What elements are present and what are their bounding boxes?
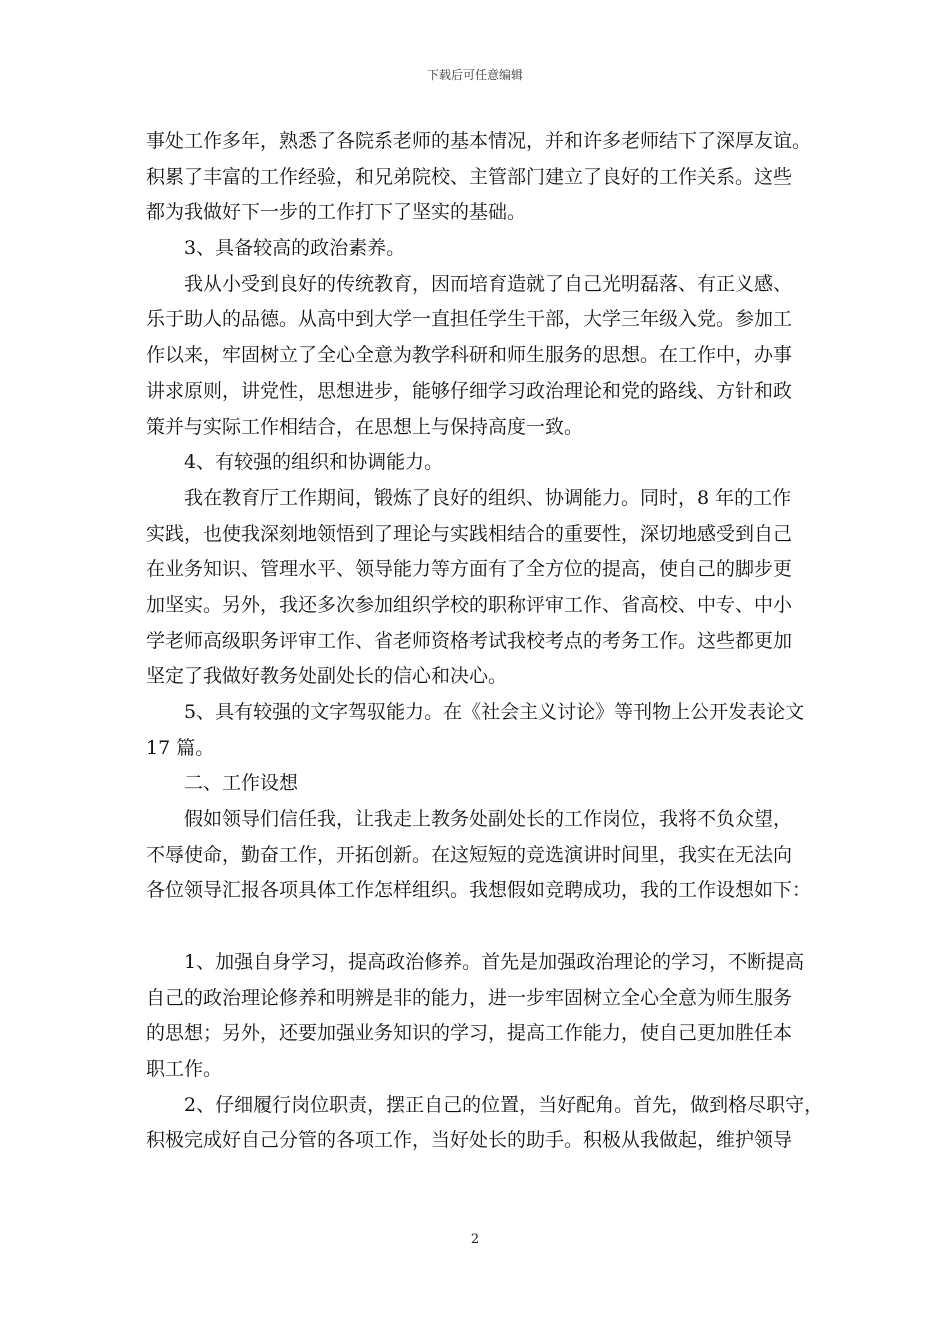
text-line: 讲求原则，讲党性，思想进步，能够仔细学习政治理论和党的路线、方针和政 bbox=[146, 379, 793, 402]
text-line: 作以来，牢固树立了全心全意为教学科研和师生服务的思想。在工作中，办事 bbox=[146, 344, 793, 367]
paragraph bbox=[146, 945, 816, 1088]
page-number: 2 bbox=[470, 1232, 480, 1247]
text-line: 学老师高级职务评审工作、省老师资格考试我校考点的考务工作。这些都更加 bbox=[146, 629, 793, 652]
page-header: 下载后可任意编辑 bbox=[426, 68, 523, 82]
section-heading bbox=[146, 766, 816, 802]
text-line: 我从小受到良好的传统教育，因而培育造就了自己光明磊落、有正义感、 bbox=[184, 272, 793, 295]
heading-line: 4、有较强的组织和协调能力。 bbox=[184, 451, 444, 474]
text-line: 在业务知识、管理水平、领导能力等方面有了全方位的提高，使自己的脚步更 bbox=[146, 558, 793, 581]
paragraph bbox=[146, 124, 816, 231]
text-line: 的思想；另外，还要加强业务知识的学习，提高工作能力，使自己更加胜任本 bbox=[146, 1022, 793, 1045]
text-line: 17 篇。 bbox=[146, 736, 215, 759]
heading-line: 二、工作设想 bbox=[184, 772, 299, 795]
text-line: 乐于助人的品德。从高中到大学一直担任学生干部，大学三年级入党。参加工 bbox=[146, 308, 793, 331]
paragraph bbox=[146, 1088, 824, 1159]
paragraph bbox=[146, 481, 816, 695]
text-line: 2、仔细履行岗位职责，摆正自己的位置，当好配角。首先，做到格尽职守， bbox=[184, 1093, 824, 1116]
text-line: 坚定了我做好教务处副处长的信心和决心。 bbox=[146, 665, 508, 688]
text-line: 自己的政治理论修养和明辨是非的能力，进一步牢固树立全心全意为师生服务 bbox=[146, 986, 793, 1009]
text-line: 积极完成好自己分管的各项工作，当好处长的助手。积极从我做起，维护领导 bbox=[146, 1129, 793, 1152]
text-line: 5、具有较强的文字驾驭能力。在《社会主义讨论》等刊物上公开发表论文 bbox=[184, 701, 805, 723]
paragraph bbox=[146, 695, 816, 766]
document-body bbox=[146, 124, 824, 1159]
text-line: 事处工作多年，熟悉了各院系老师的基本情况，并和许多老师结下了深厚友谊。 bbox=[146, 130, 812, 152]
text-line: 积累了丰富的工作经验，和兄弟院校、主管部门建立了良好的工作关系。这些 bbox=[146, 165, 793, 188]
text-line: 我在教育厅工作期间，锻炼了良好的组织、协调能力。同时，8 年的工作 bbox=[184, 486, 792, 509]
text-line: 实践，也使我深刻地领悟到了理论与实践相结合的重要性，深切地感受到自己 bbox=[146, 522, 793, 545]
text-line: 加坚实。另外，我还多次参加组织学校的职称评审工作、省高校、中专、中小 bbox=[146, 593, 793, 616]
text-line: 1、加强自身学习，提高政治修养。首先是加强政治理论的学习，不断提高 bbox=[184, 950, 805, 973]
paragraph bbox=[146, 267, 816, 445]
text-line: 都为我做好下一步的工作打下了坚实的基础。 bbox=[146, 201, 527, 224]
text-line: 各位领导汇报各项具体工作怎样组织。我想假如竞聘成功，我的工作设想如下： bbox=[146, 879, 812, 902]
text-line: 职工作。 bbox=[146, 1057, 223, 1080]
text-line: 不辱使命，勤奋工作，开拓创新。在这短短的竞选演讲时间里，我实在无法向 bbox=[146, 843, 793, 866]
section-heading bbox=[146, 445, 816, 481]
heading-line: 3、具备较高的政治素养。 bbox=[184, 237, 406, 260]
paragraph bbox=[146, 802, 816, 945]
text-line: 假如领导们信任我，让我走上教务处副处长的工作岗位，我将不负众望， bbox=[184, 808, 793, 831]
blank-line bbox=[146, 909, 816, 945]
text-line: 策并与实际工作相结合，在思想上与保持高度一致。 bbox=[146, 415, 584, 438]
section-heading bbox=[146, 231, 816, 267]
